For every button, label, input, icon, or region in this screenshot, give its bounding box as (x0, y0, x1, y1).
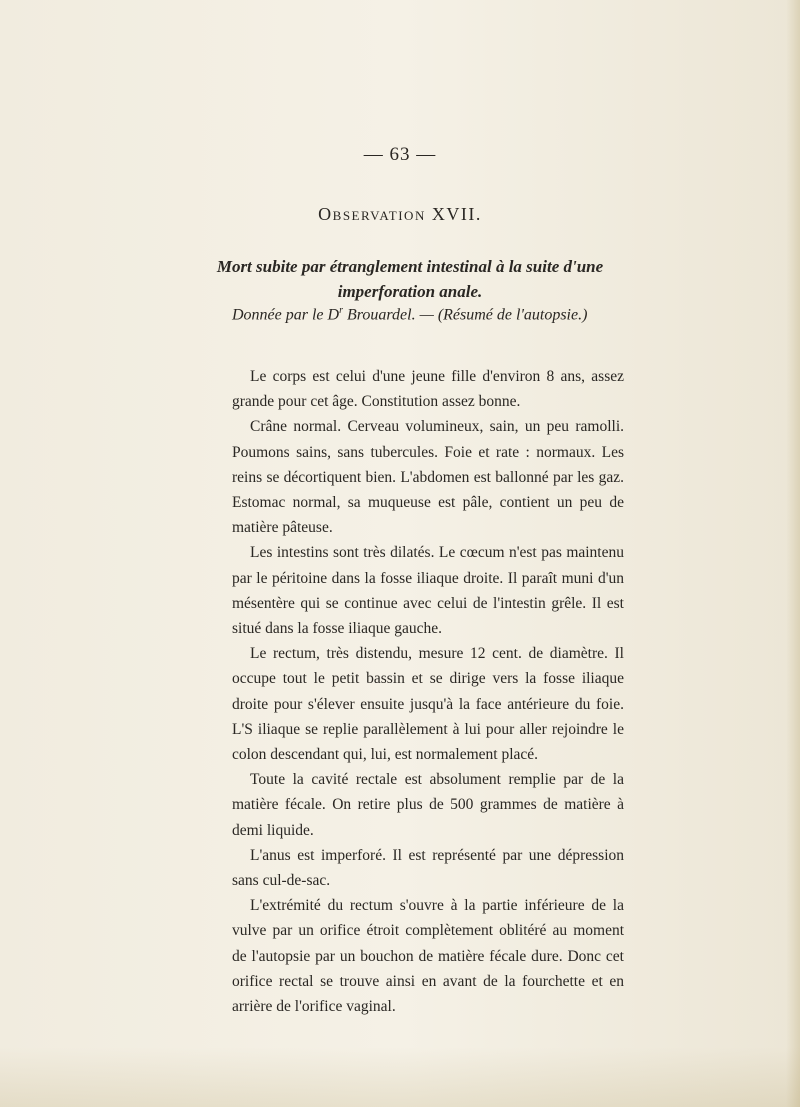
case-source (232, 305, 612, 324)
paragraph: Le rectum, très distendu, mesure 12 cent. de diamètre. Il occupe tout le petit bassin et se dirige vers la fosse iliaque droite pour s'élever ensuite jusqu'à la face antérieure du foie. L'S iliaque se replie parallèlement à lui pour aller rejoindre le colon descendant qui, lui, est normalement placé. (232, 645, 624, 764)
case-title (200, 254, 620, 304)
paragraph: Toute la cavité rectale est absolument remplie par de la matière fécale. On retire plus de 500 grammes de matière à demi liquide. (232, 771, 624, 839)
source-title-sup: r (339, 305, 343, 316)
case-title-line-2: imperforation anale. (337, 282, 483, 301)
paragraph: L'anus est imperforé. Il est représenté par une dépression sans cul-de-sac. (232, 846, 624, 890)
observation-heading: Observation XVII. (318, 204, 482, 224)
page-bottom-stain (0, 1047, 800, 1107)
case-title-line-1: Mort subite par étranglement intestinal à la suite d'une (216, 257, 604, 276)
paragraph: L'extrémité du rectum s'ouvre à la partie inférieure de la vulve par un orifice étroit complètement oblitéré au moment de l'autopsie par un bouchon de matière fécale dure. Donc cet orifice rectal se trouve ainsi en avant de la fourchette et en arrière de l'orifice vaginal. (232, 897, 624, 1016)
source-note: (Résumé de l'autopsie.) (437, 306, 588, 324)
source-name: Brouardel. — (343, 306, 438, 324)
body-text (232, 364, 624, 1019)
page-edge-shadow (786, 0, 800, 1107)
paragraph: Les intestins sont très dilatés. Le cœcum n'est pas maintenu par le péritoine dans la fosse iliaque droite. Il paraît muni d'un mésentère qui se continue avec celui de l'intestin grêle. Il est situé dans la fosse iliaque gauche. (232, 544, 624, 638)
paragraph: Crâne normal. Cerveau volumineux, sain, un peu ramolli. Poumons sains, sans tubercules. Foie et rate : normaux. Les reins se décortiquent bien. L'abdomen est ballonné par les gaz. Estomac normal, sa muqueuse est pâle, contient un peu de matière pâteuse. (232, 418, 624, 537)
paragraph: Le corps est celui d'une jeune fille d'environ 8 ans, assez grande pour cet âge. Constitution assez bonne. (232, 368, 624, 411)
page-number: — 63 — (363, 144, 437, 165)
source-prefix: Donnée par le D (232, 306, 340, 324)
